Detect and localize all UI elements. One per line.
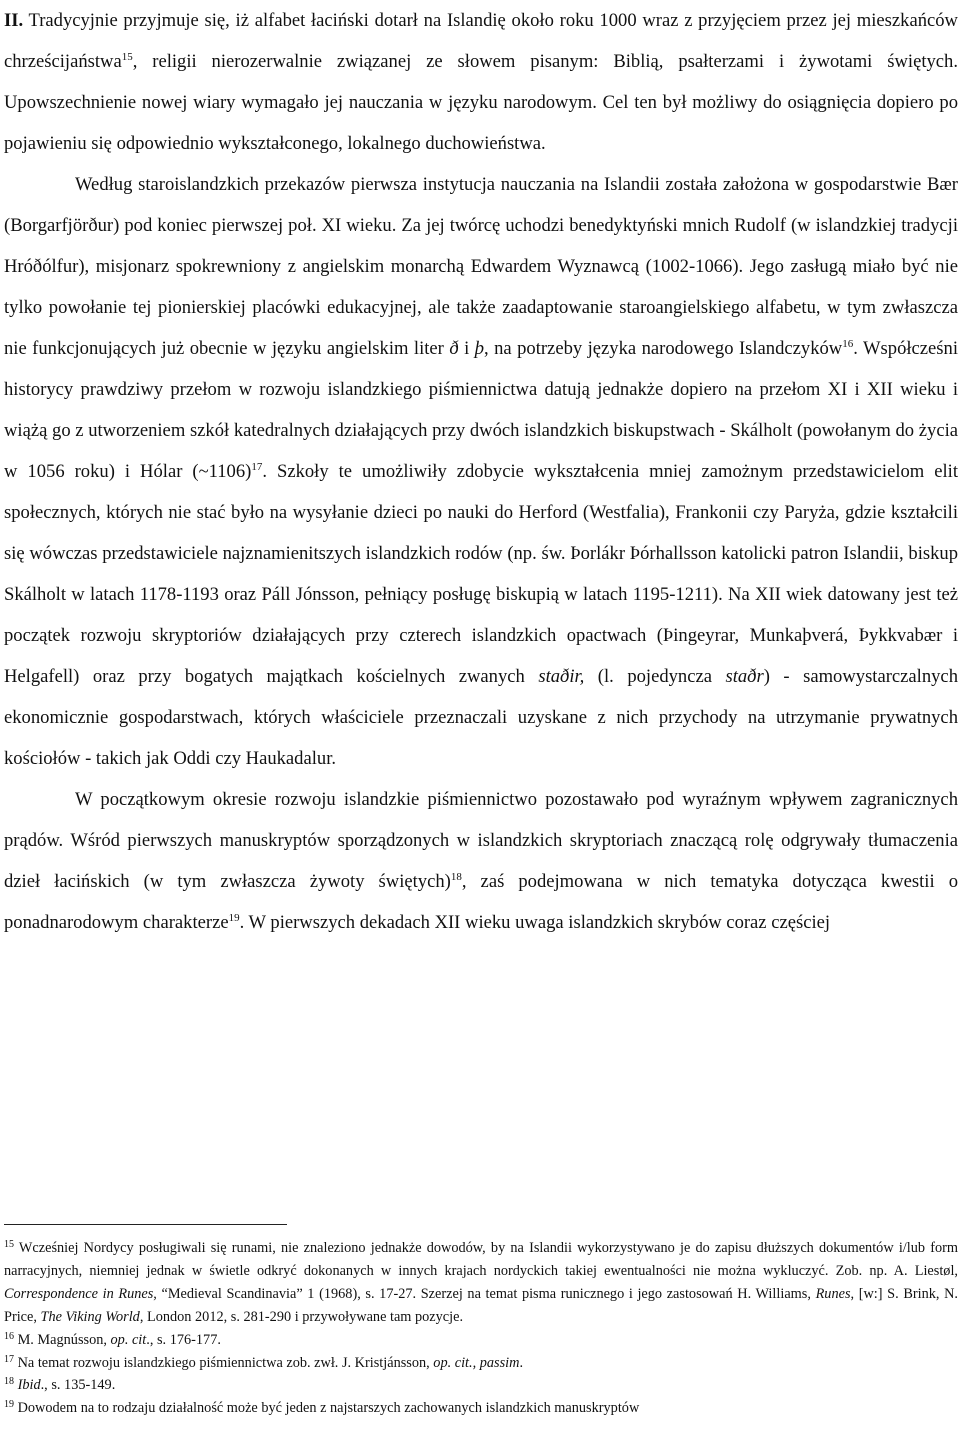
italic-title: op. cit., passim bbox=[433, 1354, 520, 1371]
footnote-ref-15[interactable]: 15 bbox=[121, 51, 133, 63]
italic-title: op. cit bbox=[110, 1331, 147, 1348]
footnote-18 bbox=[4, 1374, 958, 1397]
letter-eth: ð bbox=[449, 338, 459, 359]
footnote-text: , London 2012, s. 281-290 i przywoływane tam pozycje. bbox=[139, 1308, 464, 1325]
footnote-17 bbox=[4, 1352, 958, 1375]
footnote-text: Dowodem na to rodzaju działalność może być jeden z najstarszych zachowanych islandzkich manuskryptów bbox=[14, 1400, 640, 1417]
footnote-text: Na temat rozwoju islandzkiego piśmiennictwa zob. zwł. J. Kristjánsson, bbox=[14, 1354, 434, 1371]
main-text bbox=[4, 0, 958, 943]
footnote-text: M. Magnússon, bbox=[14, 1331, 111, 1348]
text-run: i bbox=[458, 338, 475, 359]
footnotes bbox=[4, 1237, 958, 1420]
footnote-separator bbox=[4, 1224, 287, 1225]
footnote-ref-18[interactable]: 18 bbox=[450, 871, 462, 883]
text-run: , zaś podejmowana w nich tematyka dotycząca kwestii o ponadnarodowym charakterze bbox=[4, 871, 958, 933]
footnote-text: ., s. 176-177. bbox=[146, 1331, 221, 1348]
text-run: . Szkoły te umożliwiły zdobycie wykształcenia mniej zamożnym przedstawicielom elit społecznych, których nie stać było na wysyłanie dzieci po nauki do Herford (Westfalia), Frankonii czy Paryża, gdzie kształcili się wówczas przedstawiciele najznamienitszych islandzkich rodów (np. św. Þorlákr Þórhallsson katolicki patron Islandii, biskup Skálholt w latach 1178-1193 oraz Páll Jónsson, pełniący posługę biskupią w latach 1195-1211). Na XII wiek datowany jest też początek rozwoju skryptoriów działających przy czterech islandzkich opactwach (Þingeyrar, Munkaþverá, Þykkvabær i Helgafell) oraz przy bogatych majątkach kościelnych zwanych bbox=[4, 461, 958, 687]
footnote-ref-16[interactable]: 16 bbox=[842, 338, 854, 350]
italic-title: Ibid bbox=[17, 1377, 41, 1394]
text-run: . W pierwszych dekadach XII wieku uwaga islandzkich skrybów coraz częściej bbox=[239, 912, 831, 933]
paragraph-2 bbox=[4, 164, 958, 779]
italic-title: The Viking World bbox=[40, 1308, 140, 1325]
footnote-number: 17 bbox=[4, 1353, 14, 1365]
paragraph-3 bbox=[4, 779, 958, 943]
letter-thorn: þ bbox=[474, 338, 484, 359]
footnote-15 bbox=[4, 1237, 958, 1329]
text-run: Według staroislandzkich przekazów pierwsza instytucja nauczania na Islandii została założona w gospodarstwie Bær (Borgarfjörður) pod koniec pierwszej poł. XI wieku. Za jej twórcę uchodzi benedyktyński mnich Rudolf (w islandzkiej tradycji Hróðólfur), misjonarz spokrewniony z angielskim monarchą Edwardem Wyznawcą (1002-1066). Jego zasługą miało być nie tylko powołanie tej pionierskiej placówki edukacyjnej, ale także zaadaptowanie staroangielskiego alfabetu, w tym zwłaszcza nie funkcjonujących już obecnie w języku angielskim liter bbox=[4, 174, 958, 359]
footnote-ref-17[interactable]: 17 bbox=[251, 461, 263, 473]
text-run: (l. pojedyncza bbox=[584, 666, 726, 687]
footnote-16 bbox=[4, 1329, 958, 1352]
paragraph-1 bbox=[4, 0, 958, 164]
footnote-text: ., s. 135-149. bbox=[40, 1377, 116, 1394]
text-run: Tradycyjnie przyjmuje się, iż alfabet łaciński dotarł na Islandię około roku 1000 wraz z przyjęciem przez jej mieszkańców chrześcijaństwa bbox=[4, 10, 958, 72]
text-run: . Współcześni historycy prawdziwy przełom w rozwoju islandzkiego piśmiennictwa datują jednakże dopiero na przełom XI i XII wieku i wiążą go z utworzeniem szkół katedralnych działających przy dwóch islandzkich biskupstwach - Skálholt (powołanym do życia w 1056 roku) i Hólar (~1106) bbox=[4, 338, 958, 482]
footnote-text: , [w:] S. Brink, N. Price, bbox=[4, 1285, 958, 1325]
italic-term: staðr bbox=[725, 666, 764, 687]
italic-term: staðir, bbox=[538, 666, 585, 687]
italic-title: Correspondence in Runes bbox=[4, 1285, 154, 1302]
footnote-number: 18 bbox=[4, 1376, 14, 1388]
section-number: II. bbox=[4, 10, 24, 31]
footnote-19 bbox=[4, 1397, 958, 1420]
text-run: , na potrzeby języka narodowego Islandczyków bbox=[484, 338, 843, 359]
footnote-ref-19[interactable]: 19 bbox=[228, 912, 240, 924]
text-run: , religii nierozerwalnie związanej ze słowem pisanym: Biblią, psałterzami i żywotami świętych. Upowszechnienie nowej wiary wymagało jej nauczania w języku narodowym. Cel ten był możliwy do osiągnięcia dopiero po pojawieniu się odpowiednio wykształconego, lokalnego duchowieństwa. bbox=[4, 51, 958, 154]
footnote-number: 15 bbox=[4, 1239, 14, 1250]
text-run: W początkowym okresie rozwoju islandzkie piśmiennictwo pozostawało pod wyraźnym wpływem zagranicznych prądów. Wśród pierwszych manuskryptów sporządzonych w islandzkich skryptoriach znaczącą rolę odgrywały tłumaczenia dzieł łacińskich (w tym zwłaszcza żywoty świętych) bbox=[4, 789, 958, 892]
italic-title: Runes bbox=[815, 1285, 851, 1302]
footnote-text: . bbox=[519, 1354, 524, 1371]
footnote-number: 16 bbox=[4, 1330, 14, 1342]
footnote-text: Wcześniej Nordycy posługiwali się runami, nie znaleziono jednakże dowodów, by na Islandii wykorzystywano je do zapisu dłuższych dokumentów i/lub form narracyjnych, niemniej jednak w świetle odkryć dokonanych w innych krajach nordyckich takiej ewentualności nie można wykluczyć. Zob. np. A. Liestøl, bbox=[4, 1240, 958, 1279]
footnote-text: , “Medieval Scandinavia” 1 (1968), s. 17-27. Szerzej na temat pisma runicznego i jego zastosowań H. Williams, bbox=[153, 1285, 816, 1302]
footnote-number: 19 bbox=[4, 1399, 14, 1411]
text-run: ) - samowystarczalnych ekonomicznie gospodarstwach, których właściciele przeznaczali uzyskane z nich przychody na utrzymanie prywatnych kościołów - takich jak Oddi czy Haukadalur. bbox=[4, 666, 958, 769]
